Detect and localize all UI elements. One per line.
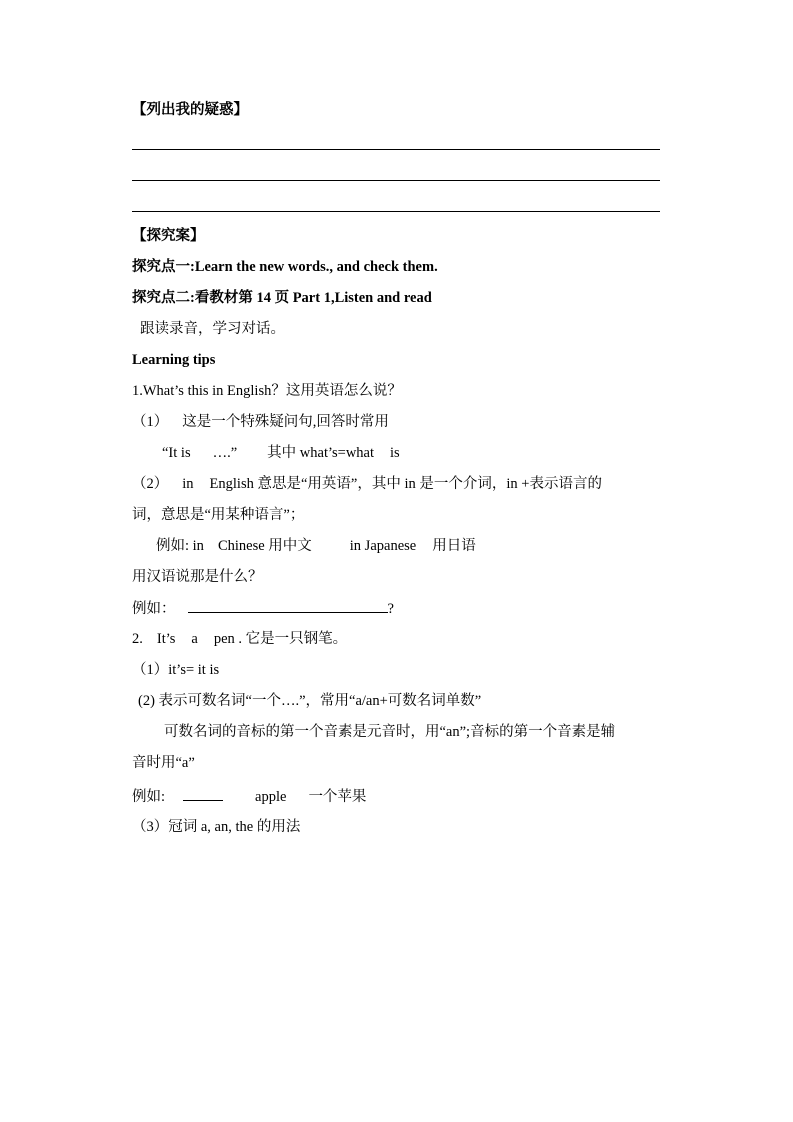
fill-question-mark: ?: [387, 601, 394, 617]
answer-pattern-start: “It is: [162, 445, 191, 461]
doubts-heading: 【列出我的疑惑】: [132, 102, 248, 118]
tip-2-example-word: apple: [255, 789, 287, 805]
tip-1-sub-2-number: （2）: [132, 476, 169, 492]
tip-1-sub-1-text: 这是一个特殊疑问句,回答时常用: [182, 414, 389, 430]
tip-2-example-meaning: 一个苹果: [308, 789, 367, 805]
tip-2-example-label: 例如:: [132, 789, 166, 805]
tip-2-a: a: [191, 631, 198, 647]
inquiry-point-1: 探究点一:Learn the new words., and check them.: [132, 259, 438, 275]
tip-2-sub-3: （3）冠词 a, an, the 的用法: [132, 819, 301, 835]
answer-pattern-ellipsis: ….”: [212, 445, 238, 461]
tip-2-number: 2.: [132, 631, 143, 647]
example-japanese: in Japanese: [349, 538, 417, 554]
tip-1-fill: [132, 598, 394, 619]
example-in: 例如: in: [156, 538, 204, 554]
tip-1-sub-1-number: （1）: [132, 414, 169, 430]
answer-line-2: [132, 180, 660, 181]
follow-instruction: 跟读录音，学习对话。: [140, 321, 285, 337]
tip-2-example-blank[interactable]: [183, 786, 223, 801]
tip-1-question: 用汉语说那是什么？: [132, 569, 263, 585]
tip-1-sub-2-line-1: [132, 474, 602, 494]
tip-1-examples: [156, 536, 476, 556]
tip-2-example: [132, 786, 366, 807]
example-japanese-meaning: 用日语: [432, 538, 476, 554]
tips-heading: Learning tips: [132, 352, 216, 368]
tip-2-sub-2: (2) 表示可数名词“一个….”，常用“a/an+可数名词单数”: [138, 693, 482, 709]
tip-1-title: 1.What’s this in English？这用英语怎么说？: [132, 383, 402, 399]
tip-2-pen: pen . 它是一只钢笔。: [213, 631, 348, 647]
tip-2-title: [132, 629, 347, 649]
answer-line-1: [132, 149, 660, 150]
tip-1-sub-2-line-2: 词，意思是“用某种语言”；: [132, 507, 305, 523]
answer-pattern-is: is: [390, 445, 400, 461]
fill-label: 例如：: [132, 601, 176, 617]
tip-1-sub-2-text: English 意思是“用英语”，其中 in 是一个介词，in +表示语言的: [209, 476, 602, 492]
answer-pattern-note: 其中 what’s=what: [267, 445, 375, 461]
tip-2-rule-line-1: 可数名词的音标的第一个音素是元音时，用“an”;音标的第一个音素是辅: [164, 724, 616, 740]
fill-blank[interactable]: [188, 598, 388, 613]
tip-1-sub-2-in: in: [182, 476, 194, 492]
tip-1-answer-pattern: [162, 443, 400, 463]
tip-2-sub-1: （1）it’s= it is: [132, 662, 220, 678]
tip-2-rule-line-2: 音时用“a”: [132, 755, 195, 771]
tip-1-sub-1: [132, 412, 389, 432]
inquiry-heading: 【探究案】: [132, 228, 205, 244]
tip-2-its: It’s: [156, 631, 176, 647]
answer-line-3: [132, 211, 660, 212]
inquiry-point-2: 探究点二:看教材第 14 页 Part 1,Listen and read: [132, 290, 432, 306]
example-chinese: Chinese 用中文: [217, 538, 312, 554]
